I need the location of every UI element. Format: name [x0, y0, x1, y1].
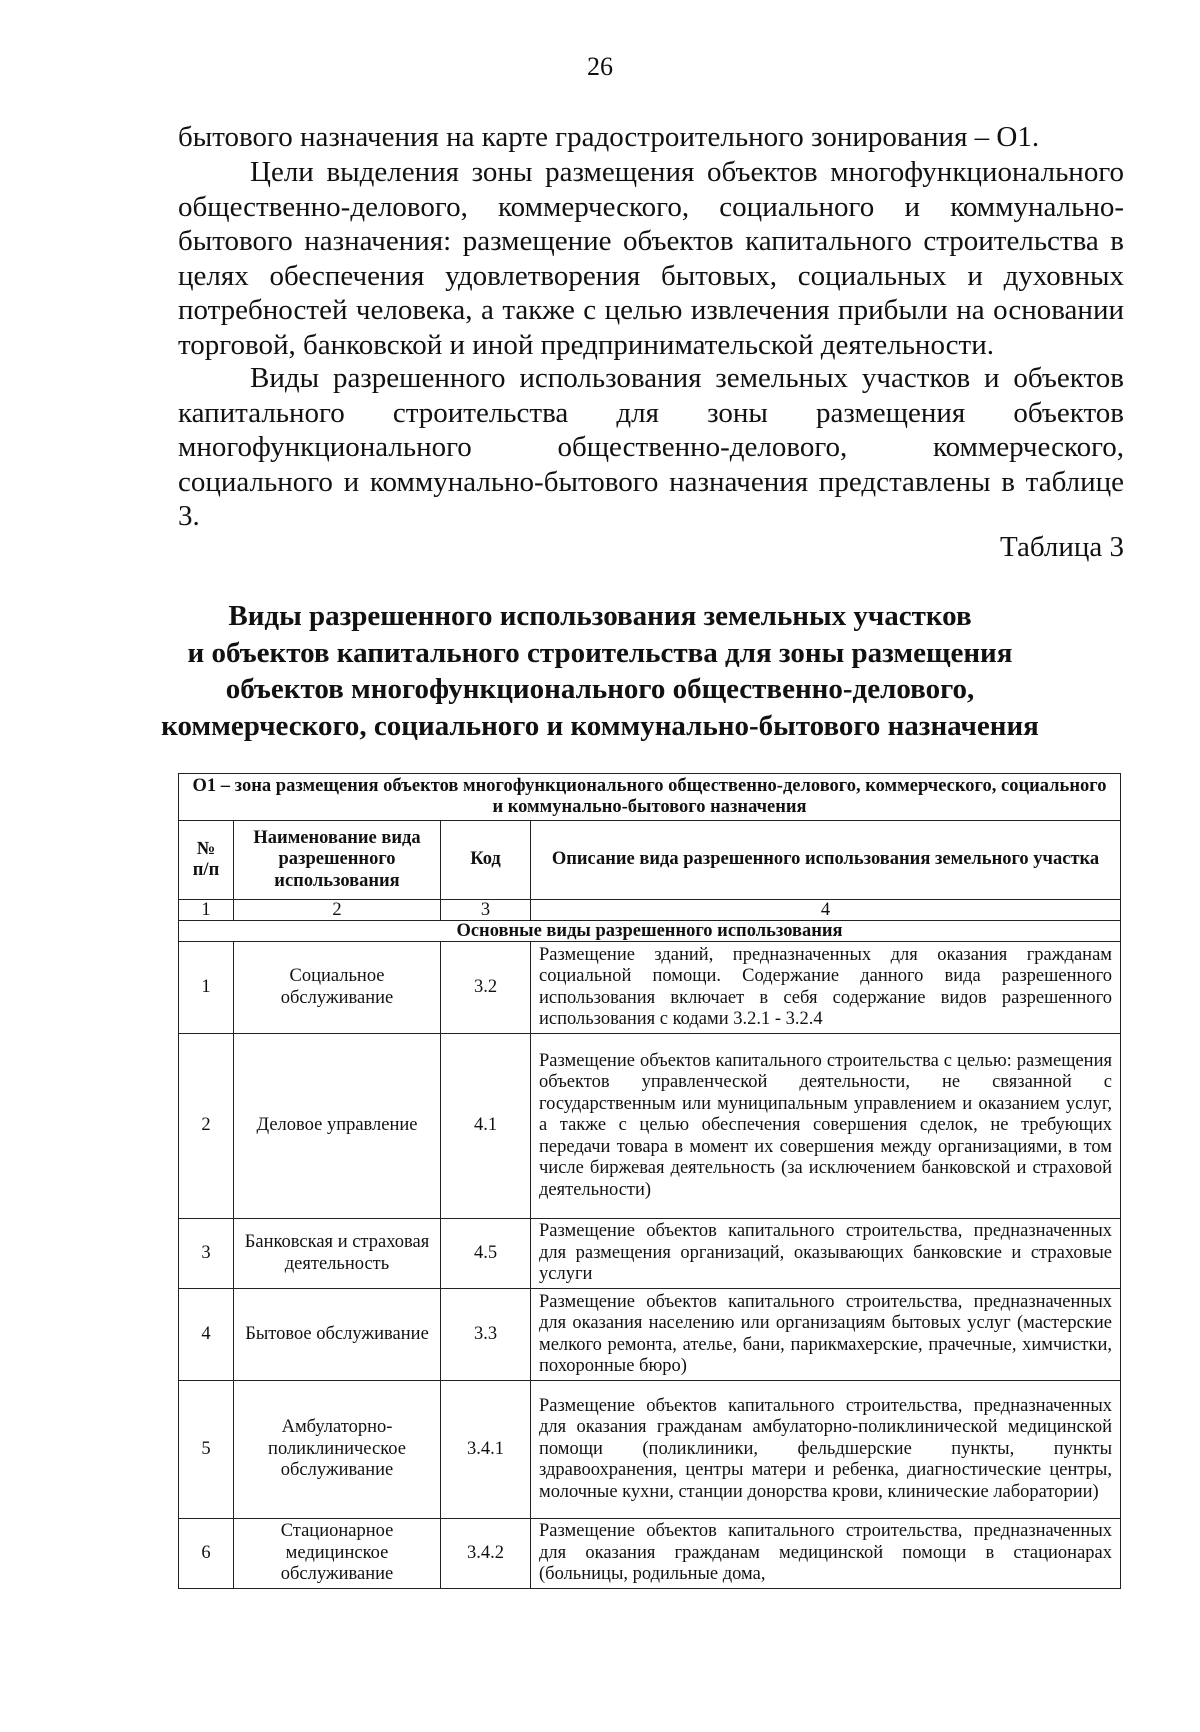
row-name: Бытовое обслуживание [234, 1289, 441, 1381]
table-row [179, 1381, 1121, 1519]
row-name: Деловое управление [234, 1034, 441, 1219]
zone-header-cell: О1 – зона размещения объектов многофункционального общественно-делового, коммерческого, социального и коммунально-бытового назначения [179, 774, 1121, 821]
table-row [179, 1289, 1121, 1381]
section-title: Основные виды разрешенного использования [179, 921, 1121, 942]
table-title-line-4: коммерческого, социального и коммунально-бытового назначения [161, 709, 1039, 742]
table-row [179, 1034, 1121, 1219]
column-header-row [179, 821, 1121, 900]
row-name: Стационарное медицинское обслуживание [234, 1519, 441, 1589]
row-num: 3 [179, 1219, 234, 1289]
row-code: 4.5 [441, 1219, 531, 1289]
row-code: 3.2 [441, 942, 531, 1034]
col-header-desc: Описание вида разрешенного использования земельного участка [531, 821, 1121, 900]
row-desc: Размещение объектов капитального строительства, предназначенных для оказания гражданам амбулаторно-поликлинической медицинской помощи (поликлиники, фельдшерские пункты, пункты здравоохранения, центры матери и ребенка, диагностические центры, молочные кухни, станции донорства крови, клинические лаборатории) [531, 1381, 1121, 1519]
row-num: 5 [179, 1381, 234, 1519]
paragraph-continuation [178, 120, 1124, 155]
col-number: 1 [179, 900, 234, 921]
column-number-row [179, 900, 1121, 921]
row-num: 2 [179, 1034, 234, 1219]
permitted-uses-table [178, 773, 1121, 1589]
paragraph-2-text: Цели выделения зоны размещения объектов многофункционального общественно-делового, коммерческого, социального и коммунально-бытового назначения: размещение объектов капитального строительства в целях обеспечения удовлетворения бытовых, социальных и духовных потребностей человека, а также с целью извлечения прибыли на основании торговой, банковской и иной предпринимательской деятельности. [178, 156, 1124, 361]
row-num: 1 [179, 942, 234, 1034]
table-row [179, 1519, 1121, 1589]
row-name: Амбулаторно-поликлиническое обслуживание [234, 1381, 441, 1519]
table-title-line-3: объектов многофункционального общественно-делового, [225, 673, 975, 705]
paragraph-1-text: бытового назначения на карте градостроительного зонирования – О1. [178, 121, 1040, 153]
table-label: Таблица 3 [999, 531, 1124, 563]
table-title-line-2: и объектов капитального строительства для зоны размещения [187, 636, 1013, 669]
paragraph-goals [178, 155, 1124, 362]
col-number: 4 [531, 900, 1121, 921]
row-num: 6 [179, 1519, 234, 1589]
paragraph-3-text: Виды разрешенного использования земельных участков и объектов капитального строительства для зоны размещения объектов многофункционального общественно-делового, коммерческого, социального и коммунально-бытового назначения представлены в таблице 3. [178, 362, 1124, 532]
row-desc: Размещение объектов капитального строительства, предназначенных для размещения организаций, оказывающих банковские и страховые услуги [531, 1219, 1121, 1289]
row-code: 3.4.2 [441, 1519, 531, 1589]
paragraph-permitted-uses [178, 361, 1124, 534]
row-desc: Размещение объектов капитального строительства с целью: размещения объектов управленческой деятельности, не связанной с государственным или муниципальным управлением и оказанием услуг, а также с целью обеспечения совершения сделок, не требующих передачи товара в момент их совершения между организациями, в том числе биржевая деятельность (за исключением банковской и страховой деятельности) [531, 1034, 1121, 1219]
col-header-code: Код [441, 821, 531, 900]
row-desc: Размещение зданий, предназначенных для оказания гражданам социальной помощи. Содержание данного вида разрешенного использования включает в себя содержание видов разрешенного использования с кодами 3.2.1 - 3.2.4 [531, 942, 1121, 1034]
col-number: 3 [441, 900, 531, 921]
row-num: 4 [179, 1289, 234, 1381]
row-code: 4.1 [441, 1034, 531, 1219]
row-code: 3.3 [441, 1289, 531, 1381]
table-row [179, 942, 1121, 1034]
col-header-name: Наименование вида разрешенного использования [234, 821, 441, 900]
row-desc: Размещение объектов капитального строительства, предназначенных для оказания гражданам медицинской помощи в стационарах (больницы, родильные дома, [531, 1519, 1121, 1589]
row-name: Социальное обслуживание [234, 942, 441, 1034]
row-code: 3.4.1 [441, 1381, 531, 1519]
col-number: 2 [234, 900, 441, 921]
table-row [179, 1219, 1121, 1289]
table-title-line-1: Виды разрешенного использования земельных участков [228, 600, 972, 632]
col-header-num: № п/п [179, 821, 234, 900]
table-title [0, 598, 1200, 744]
section-row [179, 921, 1121, 942]
row-name: Банковская и страховая деятельность [234, 1219, 441, 1289]
row-desc: Размещение объектов капитального строительства, предназначенных для оказания населению или организациям бытовых услуг (мастерские мелкого ремонта, ателье, бани, парикмахерские, прачечные, химчистки, похоронные бюро) [531, 1289, 1121, 1381]
zone-header-row [179, 774, 1121, 821]
page-number: 26 [587, 52, 613, 81]
